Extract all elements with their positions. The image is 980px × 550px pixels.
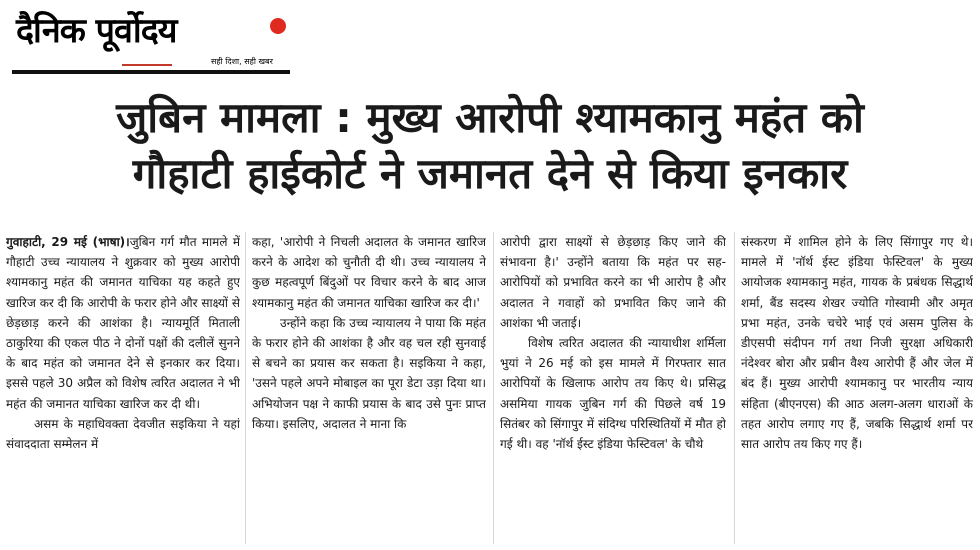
article-paragraph: असम के महाधिवक्ता देवजीत सइकिया ने यहां संवाददाता सम्मेलन में — [6, 416, 240, 452]
masthead-accent-line — [122, 64, 172, 66]
masthead-title: दैनिक पूर्वोदय — [16, 11, 177, 51]
headline-line-1: जुबिन मामला : मुख्य आरोपी श्यामकानु महंत को — [116, 93, 864, 142]
article-column-3 — [500, 232, 726, 544]
article-paragraph: कहा, 'आरोपी ने निचली अदालत के जमानत खारिज करने के आदेश को चुनौती दी थी। उच्च न्यायालय ने कुछ महत्वपूर्ण बिंदुओं पर विचार करने के बाद आज श्यामकानु महंत की जमानत याचिका खारिज कर दी।' — [252, 235, 486, 310]
article-column-1 — [6, 232, 240, 544]
article-paragraph: आरोपी द्वारा साक्ष्यों से छेड़छाड़ किए जाने की संभावना है।' उन्होंने बताया कि महंत पर सह-आरोपियों को प्रभावित करने का भी आरोप है और अदालत ने गवाहों को प्रभावित किए जाने की आशंका भी जताई। — [500, 235, 726, 330]
dateline: गुवाहाटी, 29 मई (भाषा)। — [6, 235, 130, 249]
paragraph-text: जुबिन गर्ग मौत मामले में गौहाटी उच्च न्यायालय ने शुक्रवार को मुख्य आरोपी श्यामकानु महंत की जमानत याचिका यह कहते हुए खारिज कर दी कि आरोपी के फरार होने और साक्ष्यों से छेड़छाड़ करने की आशंका है। न्यायमूर्ति मिताली ठाकुरिया की एकल पीठ ने दोनों पक्षों की दलीलें सुनने के बाद महंत को जमानत देने से इनकार कर दिया। इससे पहले 30 अप्रैल को विशेष त्वरित अदालत ने भी महंत की जमानत याचिका खारिज कर दी थी। — [6, 235, 240, 411]
headline-line-2: गौहाटी हाईकोर्ट ने जमानत देने से किया इनकार — [132, 149, 848, 198]
headline — [10, 90, 970, 202]
column-divider — [245, 232, 246, 544]
article-paragraph: विशेष त्वरित अदालत की न्यायाधीश शर्मिला भुयां ने 26 मई को इस मामले में गिरफ्तार सात आरोपियों के खिलाफ आरोप तय किए थे। प्रसिद्ध असमिया गायक जुबिन गर्ग की पिछले वर्ष 19 सितंबर को सिंगापुर में संदिग्ध परिस्थितियों में मौत हो गई थी। वह 'नॉर्थ ईस्ट इंडिया फेस्टिवल' के चौथे — [500, 336, 726, 452]
column-divider — [493, 232, 494, 544]
masthead — [12, 4, 288, 72]
column-divider — [734, 232, 735, 544]
article-column-4 — [741, 232, 973, 544]
article-paragraph — [6, 232, 240, 414]
article-column-2 — [252, 232, 486, 544]
masthead-tagline: सही दिशा, सही खबर — [211, 57, 273, 66]
article-paragraph: संस्करण में शामिल होने के लिए सिंगापुर गए थे। मामले में 'नॉर्थ ईस्ट इंडिया फेस्टिवल' के मुख्य आयोजक श्यामकानु महंत, गायक के प्रबंधक सिद्धार्थ शर्मा, बैंड सदस्य शेखर ज्योति गोस्वामी और अमृत प्रभा महंत, उनके चचेरे भाई एवं असम पुलिस के डीएसपी संदीपन गर्ग तथा निजी सुरक्षा अधिकारी नंदेश्वर बोरा और प्रबीन वैश्य आरोपी हैं और जेल में बंद हैं। मुख्य आरोपी श्यामकानु पर भारतीय न्याय संहिता (बीएनएस) की आठ अलग-अलग धाराओं के तहत आरोप लगाए गए हैं, जबकि सिद्धार्थ शर्मा पर सात आरोप तय किए गए हैं। — [741, 235, 973, 452]
masthead-logo-dot — [270, 18, 286, 34]
masthead-rule — [12, 70, 290, 74]
article-paragraph: उन्होंने कहा कि उच्च न्यायालय ने पाया कि महंत के फरार होने की आशंका है और वह चल रही सुनवाई से बचने का प्रयास कर सकता है। सइकिया ने कहा, 'उसने पहले अपने मोबाइल का पूरा डेटा उड़ा दिया था। अभियोजन पक्ष ने काफी प्रयास के बाद उसे पुनः प्राप्त किया। इसलिए, अदालत ने माना कि — [252, 315, 486, 431]
